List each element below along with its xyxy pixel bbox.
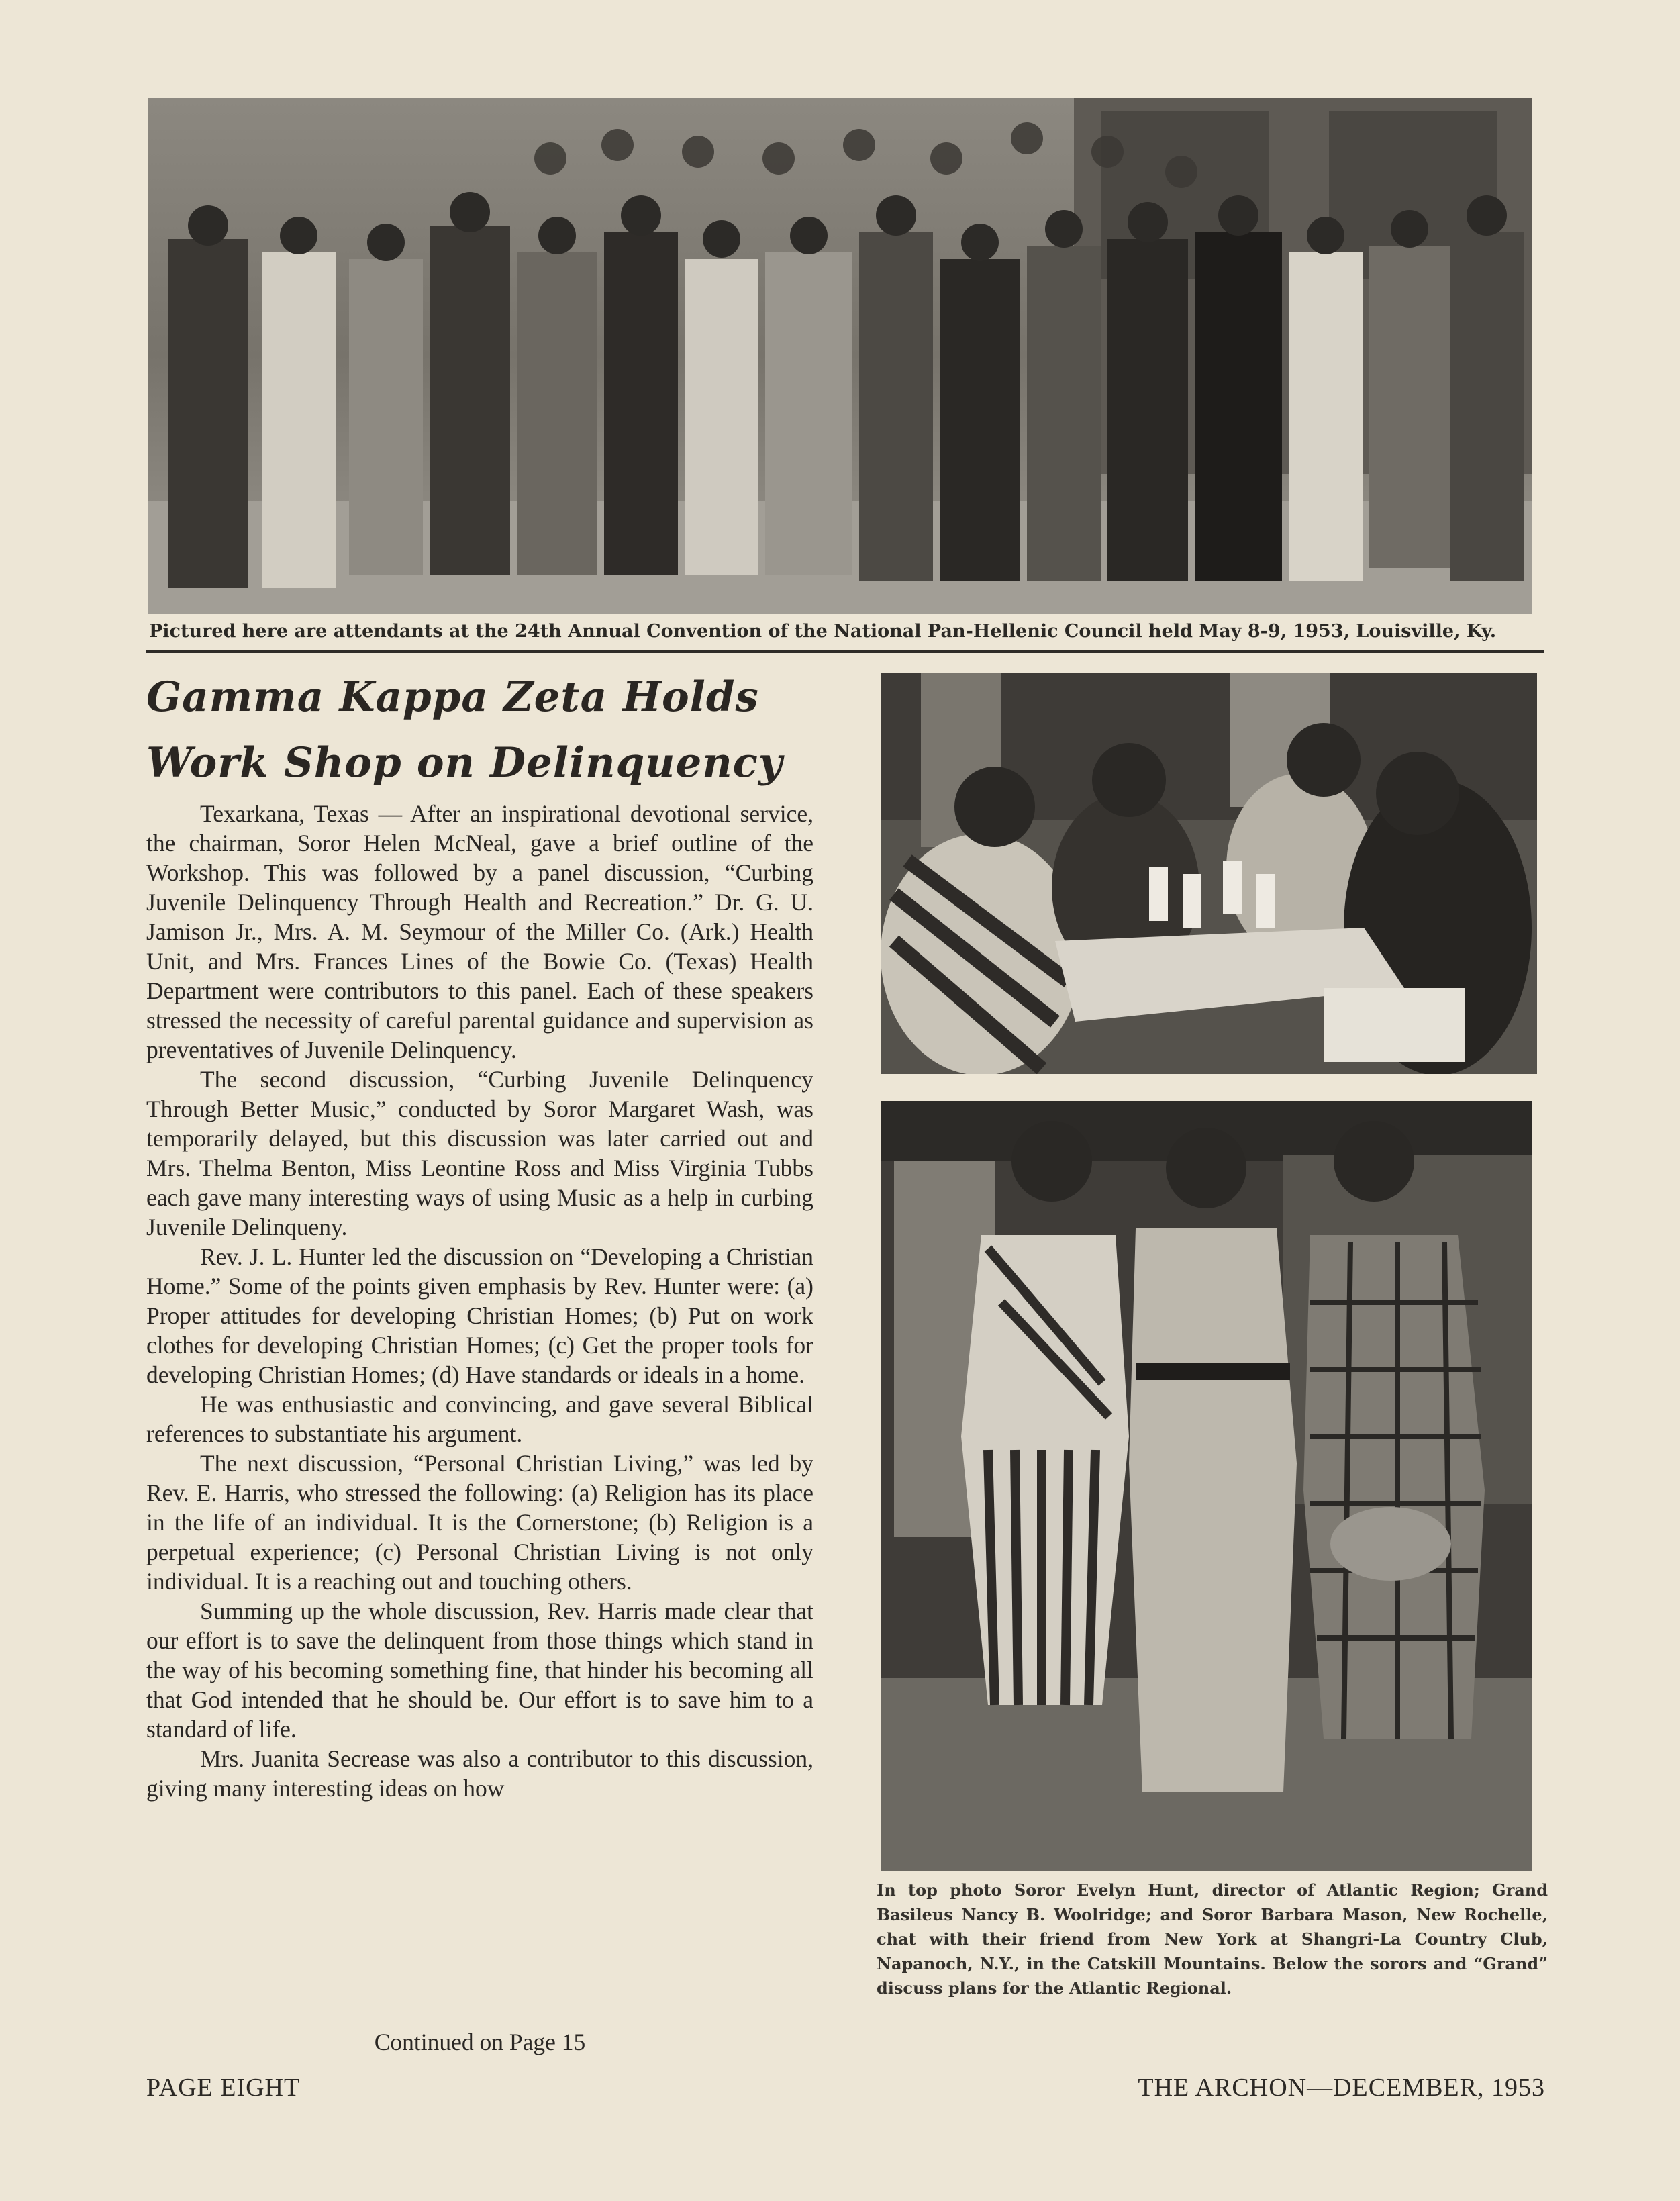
standing-photo: [881, 1101, 1532, 1871]
caption-rule: [146, 650, 1544, 653]
paragraph: He was enthusiastic and convincing, and gave several Biblical references to substantiate his argument.: [146, 1391, 813, 1447]
top-photo-caption: Pictured here are attendants at the 24th Annual Convention of the National Pan-Hellenic Council held May 8-9, 1953, Louisville, Ky.: [149, 621, 1497, 642]
paragraph: The next discussion, “Personal Christian Living,” was led by Rev. E. Harris, who stressed the following: (a) Religion has its place in the life of an individual. It is the Cornerstone; (b) Religion is a perpetual experience; (c) Personal Christian Living is not only individual. It is a reaching out and touching others.: [146, 1450, 813, 1595]
continued-note: Continued on Page 15: [374, 2028, 586, 2055]
table-photo: [881, 673, 1537, 1074]
convention-group-photo: [148, 98, 1532, 614]
page-number: PAGE EIGHT: [146, 2073, 301, 2102]
headline-line-1: Gamma Kappa Zeta Holds: [146, 673, 759, 721]
side-photo-caption: In top photo Soror Evelyn Hunt, director of Atlantic Region; Grand Basileus Nancy B. Woolridge; and Soror Barbara Mason, New Rochelle, chat with their friend from New York at Shangri-La Country Club, Napanoch, N.Y., in the Catskill Mountains. Below the sorors and “Grand” discuss plans for the Atlantic Regional.: [877, 1880, 1548, 1998]
paragraph: The second discussion, “Curbing Juvenile Delinquency Through Better Music,” conducted by Soror Margaret Wash, was temporarily delayed, but this discussion was later carried out and Mrs. Thelma Benton, Miss Leontine Ross and Miss Virginia Tubbs each gave many interesting ways of using Music as a help in curbing Juvenile Delinqueny.: [146, 1066, 813, 1240]
article-headline: [146, 665, 844, 796]
publication-footer: THE ARCHON—DECEMBER, 1953: [1138, 2073, 1545, 2102]
paragraph: Rev. J. L. Hunter led the discussion on “Developing a Christian Home.” Some of the points given emphasis by Rev. Hunter were: (a) Proper attitudes for developing Christian Homes; (b) Put on work clothes for developing Christian Homes; (c) Get the proper tools for developing Christian Homes; (d) Have standards or ideals in a home.: [146, 1243, 813, 1388]
headline-line-2: Work Shop on Delinquency: [146, 739, 783, 787]
paragraph: Mrs. Juanita Secrease was also a contributor to this discussion, giving many interesting ideas on how: [146, 1745, 813, 1802]
paragraph: Summing up the whole discussion, Rev. Harris made clear that our effort is to save the delinquent from those things which stand in the way of his becoming something fine, that hinder his becoming all that God intended that he should be. Our effort is to save him to a standard of life.: [146, 1598, 813, 1743]
paragraph: Texarkana, Texas — After an inspirational devotional service, the chairman, Soror Helen McNeal, gave a brief outline of the Workshop. This was followed by a panel discussion, “Curbing Juvenile Delinquency Through Health and Recreation.” Dr. G. U. Jamison Jr., Mrs. A. M. Seymour of the Miller Co. (Ark.) Health Unit, and Mrs. Frances Lines of the Bowie Co. (Texas) Health Department were contributors to this panel. Each of these speakers stressed the necessity of careful parental guidance and supervision as preventatives of Juvenile Delinquency.: [146, 800, 813, 1063]
article-body: [146, 799, 813, 1803]
